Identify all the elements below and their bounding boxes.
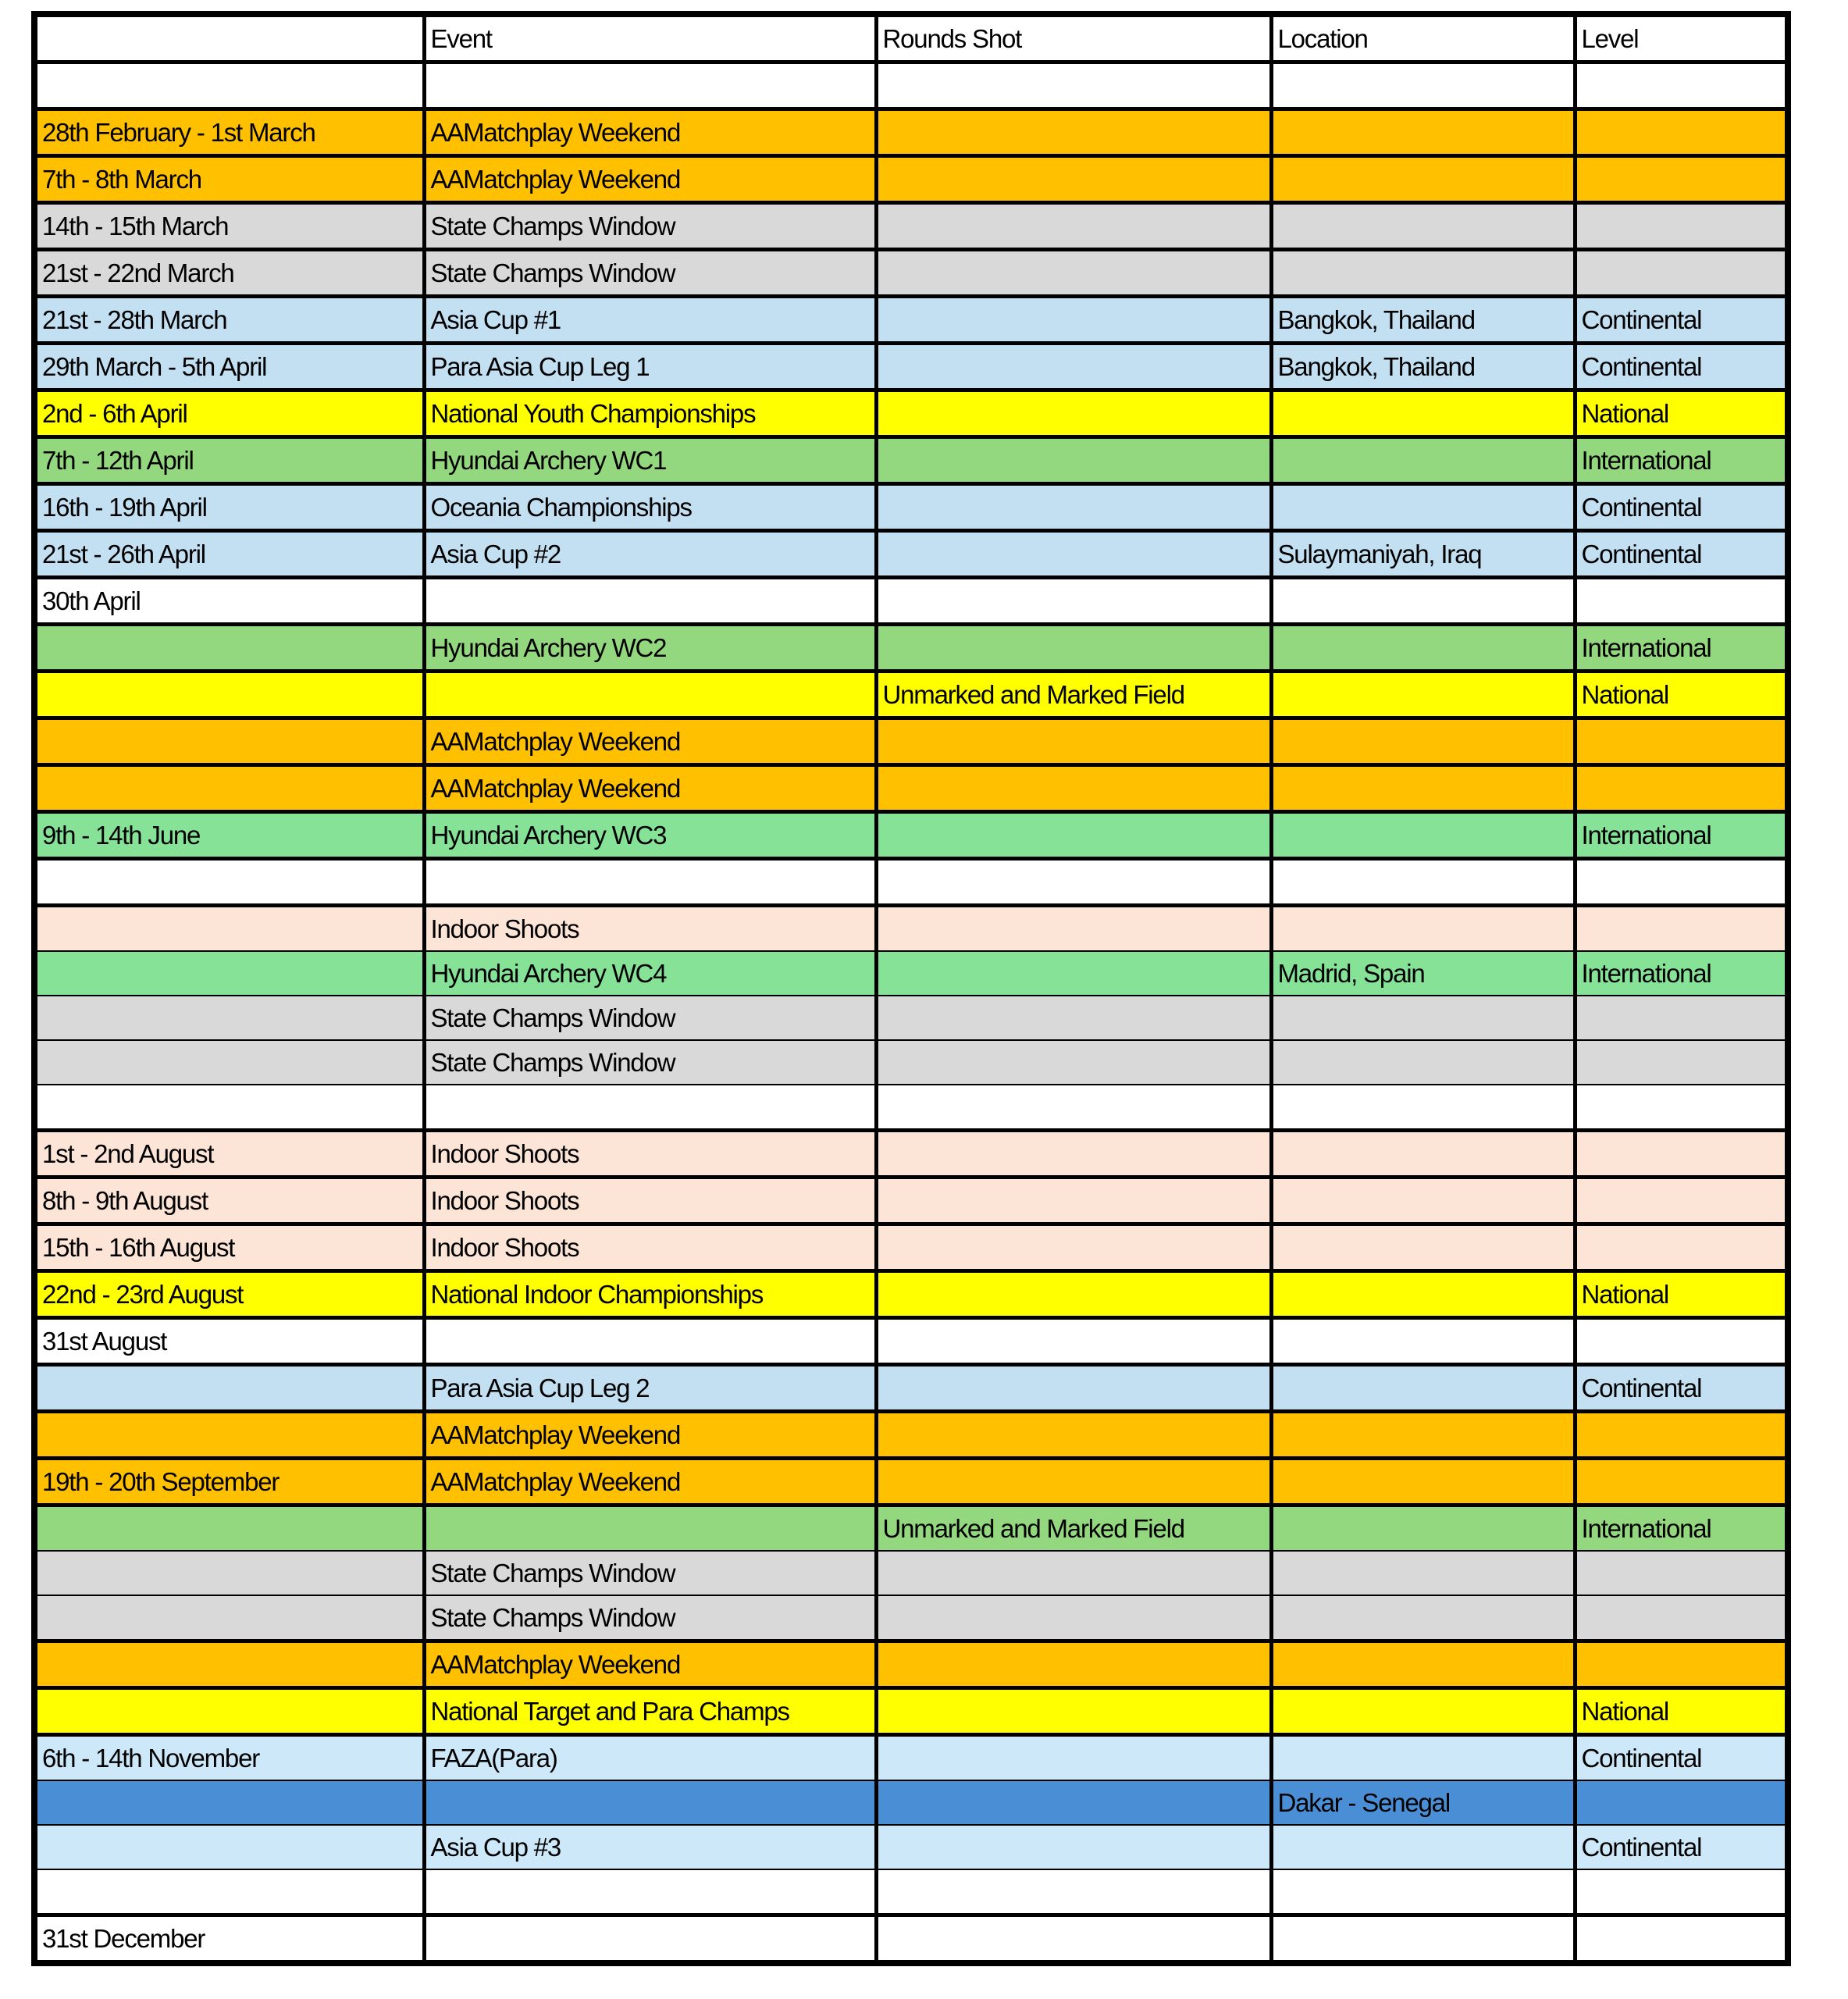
date-cell: 30th April [34, 578, 424, 625]
level-cell [1575, 996, 1788, 1040]
level-cell: Continental [1575, 531, 1788, 578]
rounds-cell [876, 765, 1271, 812]
date-cell [34, 765, 424, 812]
table-row [34, 156, 1788, 203]
event-cell [424, 1318, 876, 1365]
location-cell [1271, 1085, 1575, 1131]
date-cell [34, 996, 424, 1040]
table-row [34, 1085, 1788, 1131]
date-cell: 28th February - 1st March [34, 109, 424, 156]
rounds-cell [876, 1595, 1271, 1641]
location-cell [1271, 1178, 1575, 1224]
level-cell [1575, 1869, 1788, 1915]
location-cell [1271, 1459, 1575, 1505]
level-cell [1575, 718, 1788, 765]
header-row [34, 14, 1788, 62]
table-row [34, 62, 1788, 109]
date-cell [34, 62, 424, 109]
date-cell [34, 1869, 424, 1915]
location-cell [1271, 859, 1575, 906]
location-cell [1271, 62, 1575, 109]
location-cell [1271, 484, 1575, 531]
date-cell: 9th - 14th June [34, 812, 424, 859]
level-cell [1575, 1641, 1788, 1688]
rounds-cell [876, 951, 1271, 996]
level-cell: International [1575, 951, 1788, 996]
rounds-cell [876, 1915, 1271, 1964]
location-cell [1271, 578, 1575, 625]
date-cell: 29th March - 5th April [34, 344, 424, 390]
level-cell [1575, 859, 1788, 906]
table-row [34, 203, 1788, 250]
table-row [34, 1365, 1788, 1412]
rounds-cell [876, 1735, 1271, 1781]
location-cell [1271, 1271, 1575, 1318]
rounds-cell [876, 1131, 1271, 1178]
level-cell: International [1575, 437, 1788, 484]
table-row [34, 765, 1788, 812]
level-cell [1575, 250, 1788, 297]
event-cell: State Champs Window [424, 1595, 876, 1641]
level-cell: Continental [1575, 344, 1788, 390]
rounds-cell [876, 1271, 1271, 1318]
event-cell: National Target and Para Champs [424, 1688, 876, 1735]
date-cell [34, 1551, 424, 1595]
table-row [34, 437, 1788, 484]
date-cell [34, 1085, 424, 1131]
level-cell [1575, 203, 1788, 250]
level-cell: Continental [1575, 1735, 1788, 1781]
table-row [34, 625, 1788, 672]
date-cell [34, 1688, 424, 1735]
table-row [34, 1551, 1788, 1595]
level-cell: Continental [1575, 484, 1788, 531]
location-cell [1271, 250, 1575, 297]
column-header-event: Event [424, 14, 876, 62]
event-cell: National Youth Championships [424, 390, 876, 437]
event-cell: AAMatchplay Weekend [424, 718, 876, 765]
event-rows [34, 62, 1788, 1964]
table-row [34, 672, 1788, 718]
level-cell: Continental [1575, 1825, 1788, 1869]
date-cell: 31st December [34, 1915, 424, 1964]
table-row [34, 1688, 1788, 1735]
rounds-cell [876, 1224, 1271, 1271]
date-cell [34, 1412, 424, 1459]
location-cell [1271, 1224, 1575, 1271]
level-cell [1575, 1412, 1788, 1459]
rounds-cell [876, 250, 1271, 297]
level-cell [1575, 906, 1788, 952]
table-row [34, 1040, 1788, 1085]
rounds-cell [876, 1641, 1271, 1688]
date-cell: 21st - 28th March [34, 297, 424, 344]
location-cell [1271, 996, 1575, 1040]
rounds-cell [876, 1178, 1271, 1224]
table-row [34, 1825, 1788, 1869]
location-cell [1271, 1131, 1575, 1178]
table-row [34, 344, 1788, 390]
location-cell [1271, 1040, 1575, 1085]
rounds-cell: Unmarked and Marked Field [876, 672, 1271, 718]
location-cell [1271, 812, 1575, 859]
table-row [34, 1412, 1788, 1459]
event-cell: Oceania Championships [424, 484, 876, 531]
table-row [34, 250, 1788, 297]
table-row [34, 1131, 1788, 1178]
level-cell [1575, 1915, 1788, 1964]
event-cell [424, 672, 876, 718]
location-cell: Dakar - Senegal [1271, 1780, 1575, 1825]
date-cell [34, 859, 424, 906]
rounds-cell [876, 1551, 1271, 1595]
event-cell: Para Asia Cup Leg 2 [424, 1365, 876, 1412]
rounds-cell [876, 996, 1271, 1040]
event-cell: Asia Cup #3 [424, 1825, 876, 1869]
rounds-cell [876, 1825, 1271, 1869]
date-cell: 6th - 14th November [34, 1735, 424, 1781]
location-cell [1271, 1595, 1575, 1641]
event-cell: AAMatchplay Weekend [424, 156, 876, 203]
date-cell: 1st - 2nd August [34, 1131, 424, 1178]
date-cell: 31st August [34, 1318, 424, 1365]
table-row [34, 531, 1788, 578]
event-cell [424, 1085, 876, 1131]
table-row [34, 1641, 1788, 1688]
date-cell [34, 718, 424, 765]
table-row [34, 812, 1788, 859]
rounds-cell [876, 625, 1271, 672]
level-cell [1575, 578, 1788, 625]
event-cell: AAMatchplay Weekend [424, 1641, 876, 1688]
event-cell: State Champs Window [424, 203, 876, 250]
location-cell [1271, 765, 1575, 812]
event-cell: State Champs Window [424, 996, 876, 1040]
date-cell: 22nd - 23rd August [34, 1271, 424, 1318]
level-cell [1575, 1551, 1788, 1595]
level-cell [1575, 1131, 1788, 1178]
level-cell [1575, 1459, 1788, 1505]
table-row [34, 578, 1788, 625]
rounds-cell [876, 859, 1271, 906]
date-cell: 8th - 9th August [34, 1178, 424, 1224]
rounds-cell [876, 203, 1271, 250]
event-cell: AAMatchplay Weekend [424, 109, 876, 156]
level-cell: Continental [1575, 297, 1788, 344]
rounds-cell [876, 62, 1271, 109]
table-row [34, 1915, 1788, 1964]
rounds-cell [876, 906, 1271, 952]
event-cell: Hyundai Archery WC1 [424, 437, 876, 484]
rounds-cell [876, 578, 1271, 625]
event-cell: AAMatchplay Weekend [424, 1412, 876, 1459]
event-cell: Indoor Shoots [424, 1178, 876, 1224]
level-cell [1575, 1224, 1788, 1271]
rounds-cell [876, 344, 1271, 390]
level-cell: National [1575, 1271, 1788, 1318]
location-cell [1271, 906, 1575, 952]
location-cell [1271, 1915, 1575, 1964]
table-row [34, 109, 1788, 156]
location-cell [1271, 672, 1575, 718]
date-cell [34, 1505, 424, 1552]
location-cell: Sulaymaniyah, Iraq [1271, 531, 1575, 578]
location-cell [1271, 718, 1575, 765]
date-cell [34, 1641, 424, 1688]
level-cell: International [1575, 812, 1788, 859]
location-cell [1271, 203, 1575, 250]
level-cell [1575, 1085, 1788, 1131]
event-cell: Hyundai Archery WC3 [424, 812, 876, 859]
level-cell: Continental [1575, 1365, 1788, 1412]
date-cell: 7th - 8th March [34, 156, 424, 203]
event-cell [424, 1869, 876, 1915]
date-cell [34, 1595, 424, 1641]
event-cell: Asia Cup #1 [424, 297, 876, 344]
rounds-cell [876, 390, 1271, 437]
date-cell: 19th - 20th September [34, 1459, 424, 1505]
level-cell [1575, 1318, 1788, 1365]
rounds-cell [876, 1459, 1271, 1505]
date-cell: 21st - 26th April [34, 531, 424, 578]
location-cell [1271, 109, 1575, 156]
event-cell [424, 1505, 876, 1552]
level-cell: National [1575, 672, 1788, 718]
location-cell [1271, 1869, 1575, 1915]
location-cell [1271, 625, 1575, 672]
location-cell [1271, 437, 1575, 484]
table-row [34, 951, 1788, 996]
level-cell [1575, 1595, 1788, 1641]
location-cell [1271, 1641, 1575, 1688]
event-cell: Asia Cup #2 [424, 531, 876, 578]
date-cell [34, 906, 424, 952]
level-cell [1575, 62, 1788, 109]
table-row [34, 906, 1788, 952]
rounds-cell [876, 1412, 1271, 1459]
event-cell: State Champs Window [424, 1551, 876, 1595]
rounds-cell [876, 484, 1271, 531]
level-cell [1575, 765, 1788, 812]
event-cell [424, 578, 876, 625]
location-cell: Bangkok, Thailand [1271, 297, 1575, 344]
level-cell [1575, 109, 1788, 156]
location-cell [1271, 1688, 1575, 1735]
rounds-cell [876, 437, 1271, 484]
date-cell [34, 1780, 424, 1825]
table-row [34, 1459, 1788, 1505]
table-row [34, 859, 1788, 906]
table-row [34, 718, 1788, 765]
location-cell [1271, 1825, 1575, 1869]
table-row [34, 390, 1788, 437]
rounds-cell [876, 1085, 1271, 1131]
event-cell: Para Asia Cup Leg 1 [424, 344, 876, 390]
location-cell [1271, 1318, 1575, 1365]
date-cell: 21st - 22nd March [34, 250, 424, 297]
table-row [34, 996, 1788, 1040]
table-row [34, 1271, 1788, 1318]
level-cell: International [1575, 625, 1788, 672]
column-header-date [34, 14, 424, 62]
column-header-location: Location [1271, 14, 1575, 62]
date-cell: 2nd - 6th April [34, 390, 424, 437]
level-cell [1575, 1780, 1788, 1825]
rounds-cell [876, 109, 1271, 156]
event-cell: State Champs Window [424, 1040, 876, 1085]
rounds-cell [876, 1869, 1271, 1915]
date-cell: 14th - 15th March [34, 203, 424, 250]
table-row [34, 1318, 1788, 1365]
location-cell: Bangkok, Thailand [1271, 344, 1575, 390]
level-cell [1575, 1040, 1788, 1085]
column-header-level: Level [1575, 14, 1788, 62]
table-row [34, 484, 1788, 531]
table-row [34, 1780, 1788, 1825]
table-row [34, 297, 1788, 344]
date-cell [34, 1040, 424, 1085]
date-cell: 7th - 12th April [34, 437, 424, 484]
event-cell [424, 859, 876, 906]
date-cell [34, 1365, 424, 1412]
event-cell: AAMatchplay Weekend [424, 765, 876, 812]
table-row [34, 1505, 1788, 1552]
table-row [34, 1869, 1788, 1915]
event-cell: FAZA(Para) [424, 1735, 876, 1781]
level-cell [1575, 156, 1788, 203]
rounds-cell [876, 297, 1271, 344]
rounds-cell: Unmarked and Marked Field [876, 1505, 1271, 1552]
event-cell: Indoor Shoots [424, 1224, 876, 1271]
date-cell: 16th - 19th April [34, 484, 424, 531]
location-cell: Madrid, Spain [1271, 951, 1575, 996]
rounds-cell [876, 1688, 1271, 1735]
rounds-cell [876, 1365, 1271, 1412]
date-cell [34, 672, 424, 718]
rounds-cell [876, 1318, 1271, 1365]
location-cell [1271, 1735, 1575, 1781]
event-cell [424, 1780, 876, 1825]
rounds-cell [876, 1780, 1271, 1825]
location-cell [1271, 156, 1575, 203]
event-cell [424, 62, 876, 109]
rounds-cell [876, 531, 1271, 578]
level-cell [1575, 1178, 1788, 1224]
date-cell: 15th - 16th August [34, 1224, 424, 1271]
table-row [34, 1224, 1788, 1271]
level-cell: National [1575, 390, 1788, 437]
event-cell: State Champs Window [424, 250, 876, 297]
table-row [34, 1595, 1788, 1641]
location-cell [1271, 1505, 1575, 1552]
event-cell: National Indoor Championships [424, 1271, 876, 1318]
date-cell [34, 951, 424, 996]
location-cell [1271, 1365, 1575, 1412]
location-cell [1271, 390, 1575, 437]
event-cell: Indoor Shoots [424, 906, 876, 952]
event-calendar-table [31, 11, 1791, 1966]
rounds-cell [876, 1040, 1271, 1085]
event-cell [424, 1915, 876, 1964]
location-cell [1271, 1551, 1575, 1595]
event-cell: Hyundai Archery WC2 [424, 625, 876, 672]
rounds-cell [876, 812, 1271, 859]
column-header-rounds-shot: Rounds Shot [876, 14, 1271, 62]
location-cell [1271, 1412, 1575, 1459]
table-row [34, 1735, 1788, 1781]
rounds-cell [876, 156, 1271, 203]
rounds-cell [876, 718, 1271, 765]
date-cell [34, 625, 424, 672]
event-cell: AAMatchplay Weekend [424, 1459, 876, 1505]
event-cell: Indoor Shoots [424, 1131, 876, 1178]
level-cell: International [1575, 1505, 1788, 1552]
table-row [34, 1178, 1788, 1224]
date-cell [34, 1825, 424, 1869]
event-cell: Hyundai Archery WC4 [424, 951, 876, 996]
level-cell: National [1575, 1688, 1788, 1735]
